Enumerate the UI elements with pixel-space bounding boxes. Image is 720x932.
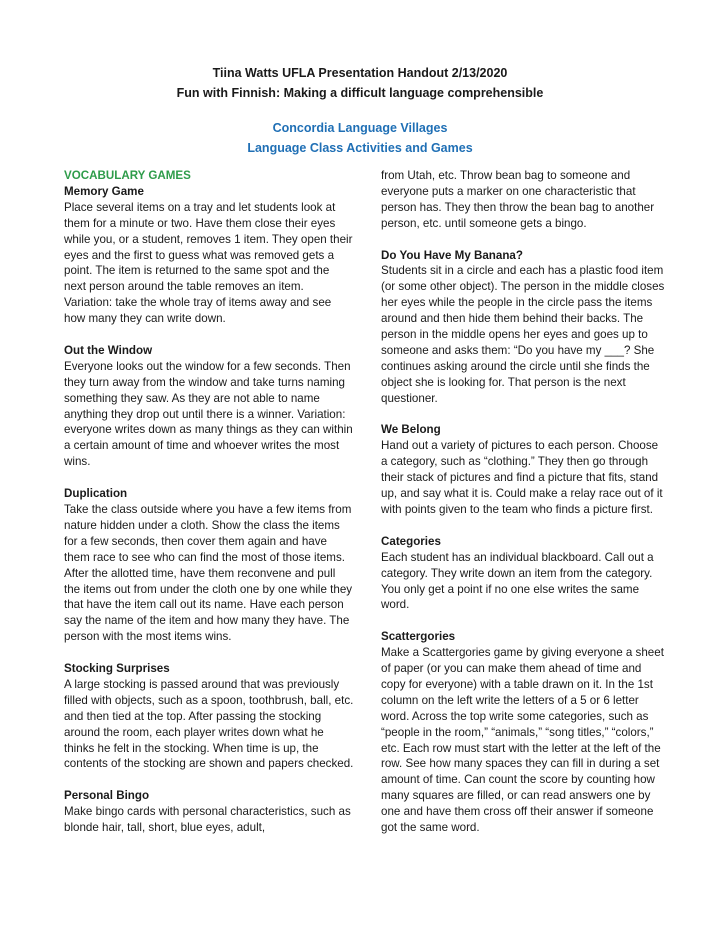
game-title: We Belong: [381, 423, 441, 437]
organization-header: [0, 118, 720, 158]
header-title: Tiina Watts UFLA Presentation Handout 2/13/2020: [212, 66, 508, 80]
game-entry: [64, 788, 354, 836]
right-column: [381, 168, 666, 852]
left-column: [64, 168, 354, 852]
game-title: Categories: [381, 534, 441, 548]
game-description: Take the class outside where you have a few items from nature hidden under a cloth. Show the class the items for a few seconds, then cover them again and have them race to see who can find the most of those items. After the allotted time, have them reconvene and pull the items out from under the cloth one by one while they that have the item call out its name. Have each person say the name of the item and how many they have. The person with the most items wins.: [64, 503, 353, 644]
game-entry: [64, 343, 354, 470]
section-heading: Language Class Activities and Games: [247, 141, 473, 155]
game-entry: [64, 486, 354, 645]
game-title: Out the Window: [64, 343, 153, 357]
game-title: Memory Game: [64, 184, 144, 198]
game-description: Make bingo cards with personal characteristics, such as blonde hair, tall, short, blue eyes, adult,: [64, 805, 351, 835]
game-entry: [381, 534, 666, 614]
game-description: Each student has an individual blackboard. Call out a category. They write down an item from the category. You only get a point if no one else writes the same word.: [381, 550, 654, 612]
game-title: Scattergories: [381, 630, 456, 644]
continued-text: from Utah, etc. Throw bean bag to someone and everyone puts a marker on one characteristic that person has. They then throw the bean bag to another person, etc. until someone gets a bingo.: [381, 169, 655, 230]
game-description: Place several items on a tray and let students look at them for a minute or two. Have them close their eyes while you, or a student, removes 1 item. They open their eyes and the first to guess what was removed gets a point. The item is returned to the same spot and the next person around the table removes an item. Variation: take the whole tray of items away and see how many they can write down.: [64, 200, 353, 326]
game-description: Everyone looks out the window for a few seconds. Then they turn away from the window and take turns naming something they saw. As they are not able to name anything they drop out until there is a winner. Variation: everyone writes down as many things as they can within a certain amount of time and whoever writes the most wins.: [64, 359, 353, 469]
game-title: Duplication: [64, 487, 128, 501]
game-entry: [381, 629, 666, 836]
game-title: Stocking Surprises: [64, 662, 170, 676]
document-header: [0, 63, 720, 103]
game-title: Do You Have My Banana?: [381, 248, 523, 262]
game-entry: [64, 184, 354, 327]
header-subtitle: Fun with Finnish: Making a difficult language comprehensible: [176, 86, 544, 100]
game-description: A large stocking is passed around that was previously filled with objects, such as a spoon, toothbrush, ball, etc. and then tied at the top. After passing the stocking around the room, each player writes down what he thinks he felt in the stocking. When time is up, the contents of the stocking are shown and papers checked.: [64, 677, 354, 771]
game-entry: [381, 248, 666, 407]
game-description: Students sit in a circle and each has a plastic food item (or some other object). The person in the middle closes her eyes while the people in the circle pass the items around and then hide them behind their backs. The person in the middle opens her eyes and goes up to someone and asks them: “Do you have my ___? She continues asking around the circle until she finds the object she is looking for. That person is the next questioner.: [381, 264, 665, 405]
game-entry: [64, 661, 354, 772]
organization-name: Concordia Language Villages: [272, 121, 448, 135]
game-entry: [381, 422, 666, 517]
game-description: Make a Scattergories game by giving everyone a sheet of paper (or you can make them ahead of time and copy for everyone) with a table drawn on it. In the 1st column on the left write the letters of a 5 or 6 letter word. Across the top write some categories, such as “people in the room,” “animals,” “song titles,” “colors,” etc. Each row must start with the letter at the left of the row. See how many spaces they can fill in during a set amount of time. Can count the score by counting how many squares are filled, or can read answers one by one and have them cross off their answer if someone got the same word.: [381, 646, 664, 835]
section-title: VOCABULARY GAMES: [64, 169, 191, 182]
game-title: Personal Bingo: [64, 789, 150, 803]
game-description: Hand out a variety of pictures to each person. Choose a category, such as “clothing.” They then go through their stack of pictures and find a picture that fits, stand up, and say what it is. Could make a relay race out of it with points given to the team who finds a picture first.: [381, 439, 663, 516]
